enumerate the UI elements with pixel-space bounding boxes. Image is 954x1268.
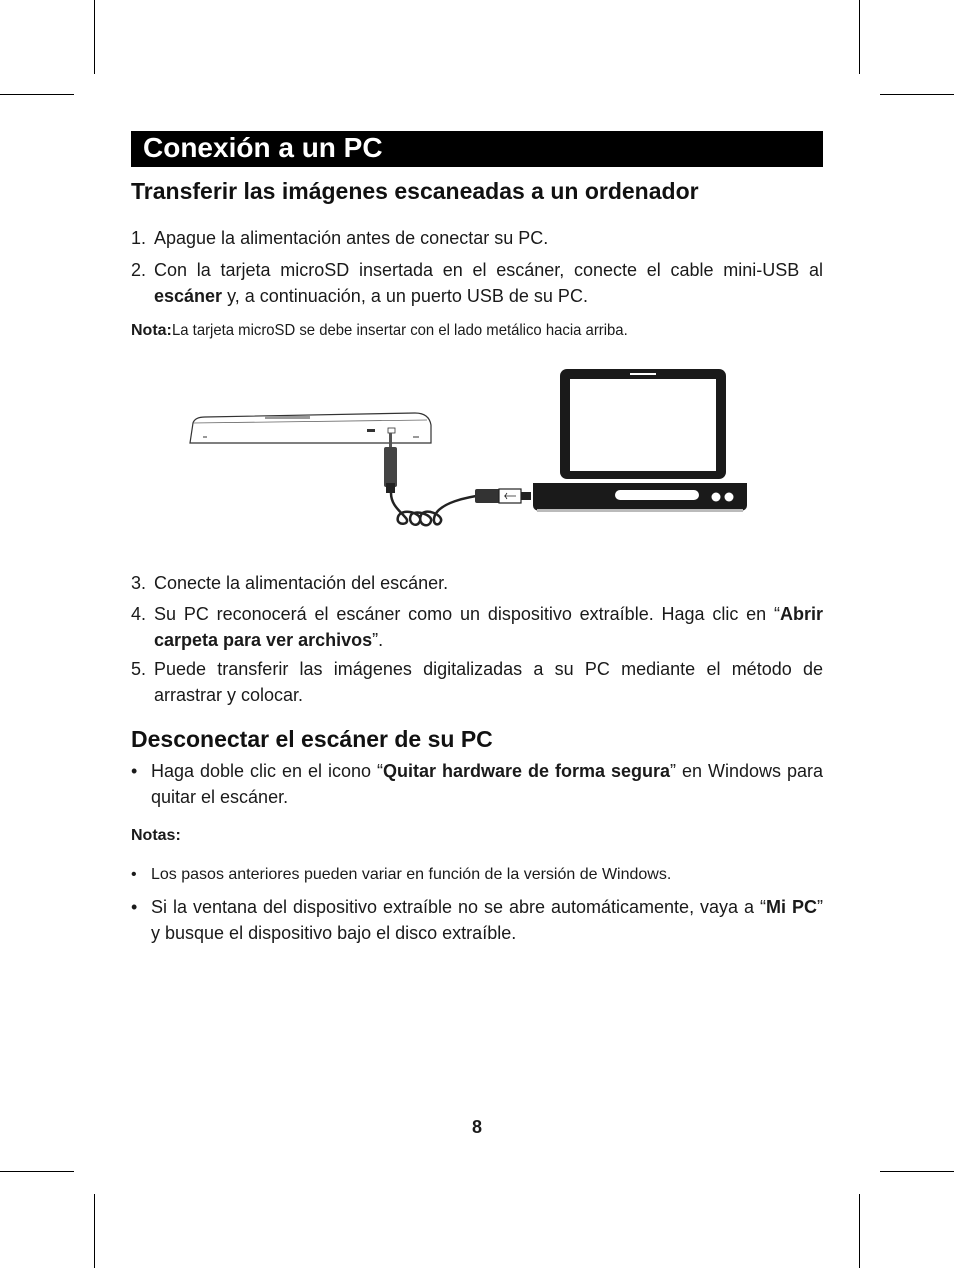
section-title-bar xyxy=(131,131,823,167)
crop-mark xyxy=(94,0,95,74)
step-number: 4. xyxy=(131,604,147,624)
step-item xyxy=(131,257,823,309)
disconnect-heading: Desconectar el escáner de su PC xyxy=(131,726,493,752)
step-item xyxy=(131,601,823,653)
list-item-text: Si la ventana del dispositivo extraíble no se abre automáticamente, vaya a “Mi PC” y busque el dispositivo bajo el disco extraíble. xyxy=(151,897,823,943)
scanner-device-icon xyxy=(190,413,431,443)
bullet: • xyxy=(131,761,138,781)
bullet: • xyxy=(131,897,138,917)
step-text: Puede transferir las imágenes digitalizadas a su PC mediante el método de arrastrar y colocar. xyxy=(154,659,823,705)
step-text: Apague la alimentación antes de conectar su PC. xyxy=(154,228,549,248)
crop-mark xyxy=(94,1194,95,1268)
step-number: 3. xyxy=(131,573,147,593)
transfer-heading: Transferir las imágenes escaneadas a un ordenador xyxy=(131,178,699,204)
usb-cable-icon xyxy=(384,433,531,525)
crop-mark xyxy=(880,94,954,95)
note xyxy=(131,320,662,342)
list-item xyxy=(131,758,823,810)
step-item xyxy=(131,570,823,596)
note-text: La tarjeta microSD se debe insertar con el lado metálico hacia arriba. xyxy=(171,322,628,339)
page-title: Conexión a un PC xyxy=(143,132,383,163)
laptop-icon xyxy=(533,369,747,512)
crop-mark xyxy=(859,0,860,74)
step-text: Conecte la alimentación del escáner. xyxy=(154,573,449,593)
list-item xyxy=(131,894,823,946)
crop-mark xyxy=(0,94,74,95)
crop-mark xyxy=(0,1171,74,1172)
step-text: Su PC reconocerá el escáner como un dispositivo extraíble. Haga clic en “Abrir carpeta para ver archivos”. xyxy=(154,604,823,650)
notes-label: Notas: xyxy=(131,827,181,844)
list-item-text: Los pasos anteriores pueden variar en función de la versión de Windows. xyxy=(151,866,672,883)
bullet: • xyxy=(131,866,137,883)
page-number: 8 xyxy=(471,1117,482,1137)
step-number: 2. xyxy=(131,260,147,280)
crop-mark xyxy=(880,1171,954,1172)
crop-mark xyxy=(859,1194,860,1268)
list-item-text: Haga doble clic en el icono “Quitar hardware de forma segura” en Windows para quitar el escáner. xyxy=(151,761,823,807)
step-item xyxy=(131,656,823,708)
note-label: Nota: xyxy=(131,322,172,339)
step-item xyxy=(131,225,823,251)
list-item xyxy=(131,862,823,888)
connection-illustration xyxy=(185,365,750,535)
step-number: 5. xyxy=(131,659,147,679)
step-number: 1. xyxy=(131,228,147,248)
step-text: Con la tarjeta microSD insertada en el escáner, conecte el cable mini-USB al escáner y, a continuación, a un puerto USB de su PC. xyxy=(154,260,823,306)
